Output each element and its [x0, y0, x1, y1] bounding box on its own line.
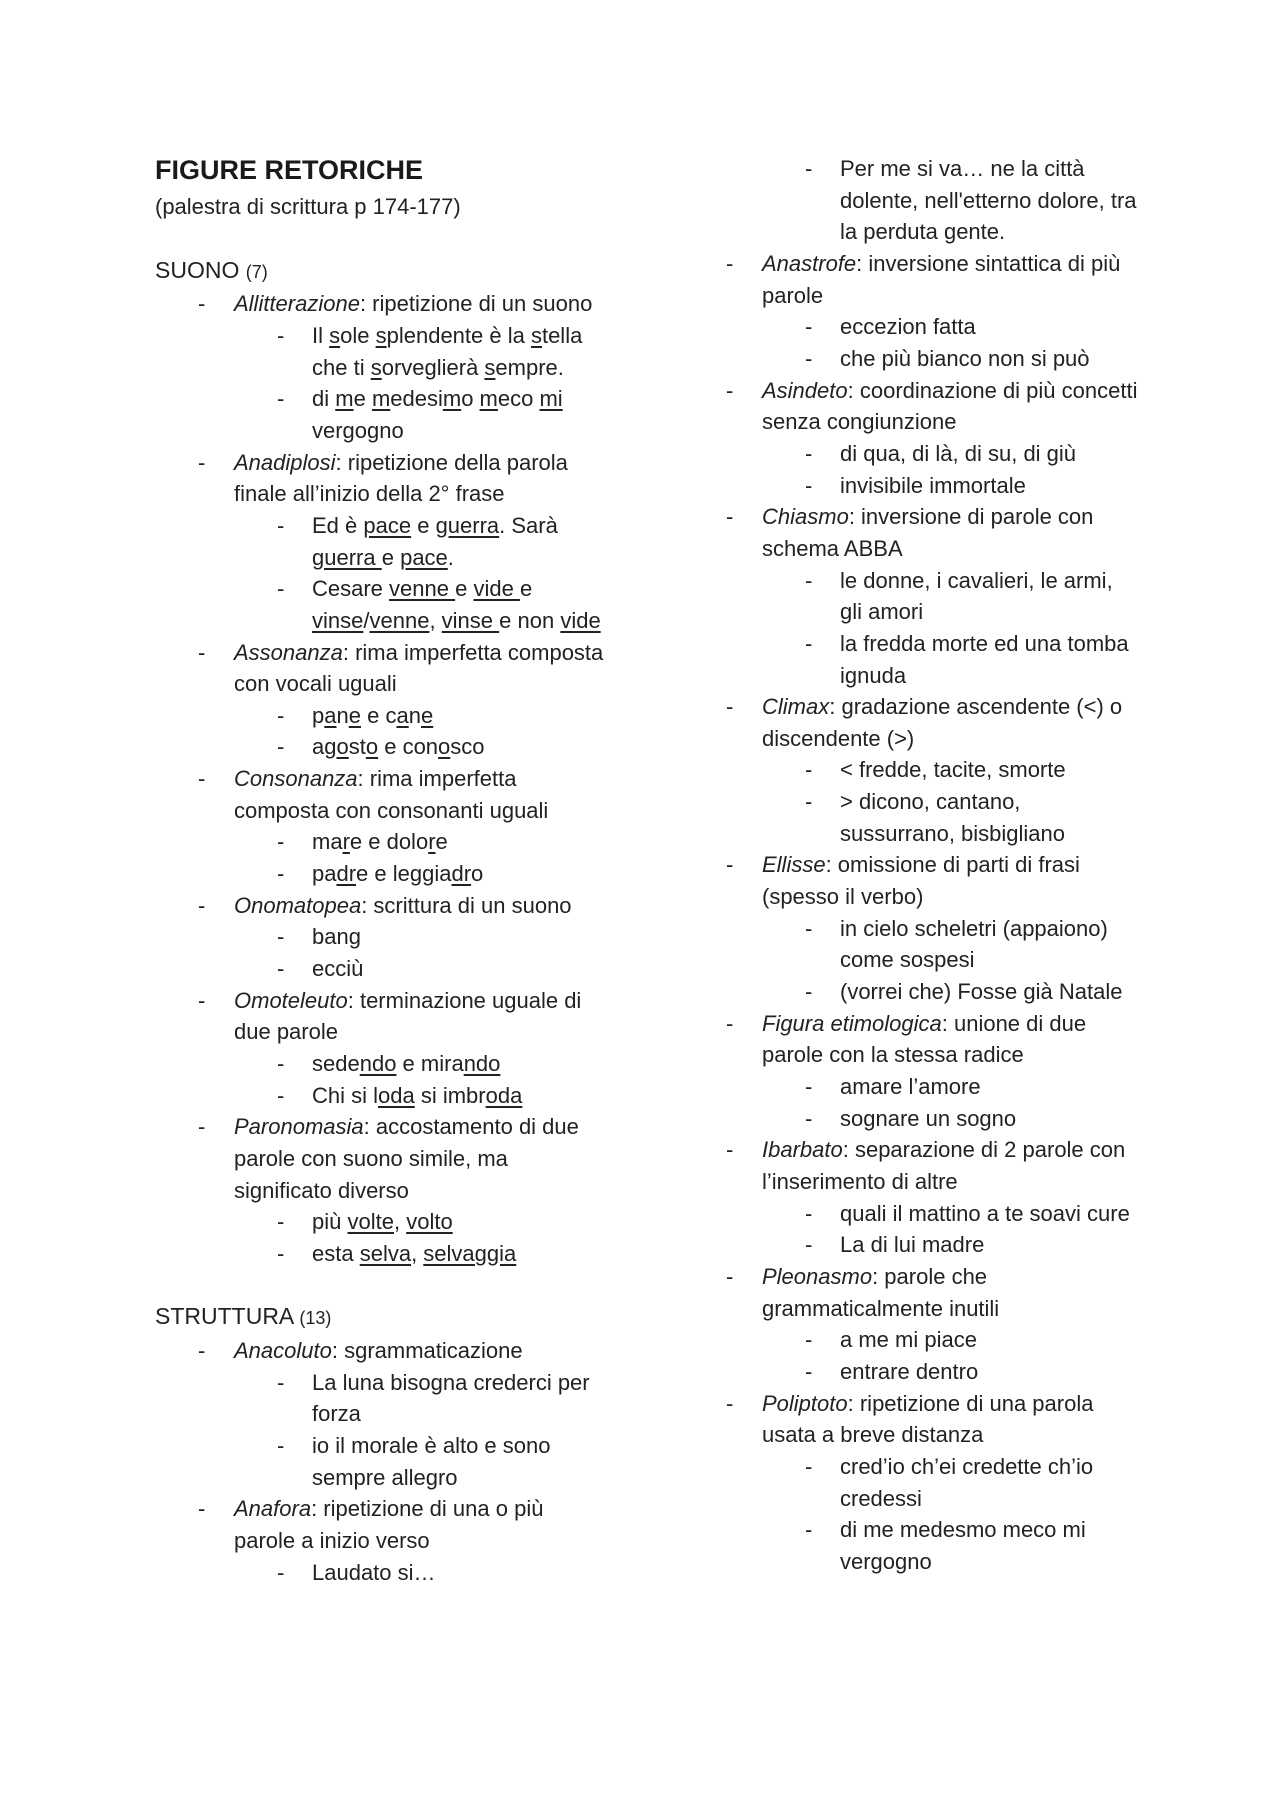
figure-definition: : ripetizione di un suono	[359, 291, 593, 317]
left-column	[155, 150, 610, 1588]
text-segment: e mira	[396, 1051, 464, 1077]
figure-term: Anadiplosi	[234, 449, 336, 475]
underlined-segment: o	[438, 734, 451, 760]
figure-term: Consonanza	[234, 766, 358, 792]
text-segment: si imbr	[414, 1082, 486, 1108]
example-item	[683, 786, 1138, 849]
underlined-segment: o	[336, 734, 349, 760]
dash-bullet: -	[277, 702, 285, 728]
dash-bullet: -	[198, 766, 206, 792]
dash-bullet: -	[198, 1496, 206, 1522]
example-item	[683, 628, 1138, 691]
dash-bullet: -	[726, 1010, 734, 1036]
figure-definition: : sgrammaticazione	[331, 1337, 523, 1363]
dash-bullet: -	[805, 1517, 813, 1543]
figure-item	[683, 501, 1138, 564]
dash-bullet: -	[805, 314, 813, 340]
figure-definition: : ripetizione della parola finale all’inizio della 2° frase	[234, 449, 568, 507]
underlined-segment: s	[375, 322, 387, 348]
text-segment: e	[455, 576, 474, 602]
dash-bullet: -	[726, 1263, 734, 1289]
text-segment: invisibile immortale	[840, 472, 1026, 498]
example-item	[683, 311, 1138, 343]
dash-bullet: -	[805, 757, 813, 783]
text-segment: . Sarà	[499, 512, 558, 538]
right-column	[683, 153, 1138, 1578]
example-item	[155, 1557, 610, 1589]
dash-bullet: -	[726, 694, 734, 720]
underlined-segment: vinse	[312, 607, 364, 633]
figure-item	[155, 1493, 610, 1556]
text-segment: ,	[411, 1240, 424, 1266]
figure-term: Anafora	[234, 1496, 312, 1522]
figure-item	[683, 248, 1138, 311]
text-segment: edesi	[390, 386, 443, 412]
figure-item	[683, 1134, 1138, 1197]
underlined-segment: oda	[485, 1082, 523, 1108]
figure-term: Ellisse	[762, 852, 826, 878]
figure-item	[683, 1008, 1138, 1071]
example-item	[155, 921, 610, 953]
example-item	[155, 953, 610, 985]
figure-item	[683, 1388, 1138, 1451]
example-item	[155, 1367, 610, 1430]
underlined-segment: pace	[363, 512, 412, 538]
text-segment: Per me si va… ne la città dolente, nell'etterno dolore, tra la perduta gente.	[840, 156, 1137, 245]
figure-item	[155, 447, 610, 510]
dash-bullet: -	[805, 979, 813, 1005]
underlined-segment: m	[442, 386, 462, 412]
dash-bullet: -	[805, 1453, 813, 1479]
section-count: (7)	[245, 261, 268, 282]
page-subtitle: (palestra di scrittura p 174-177)	[155, 194, 461, 219]
dash-bullet: -	[277, 1082, 285, 1108]
text-segment: ole	[340, 322, 376, 348]
underlined-segment: guerra	[435, 512, 500, 538]
dash-bullet: -	[277, 512, 285, 538]
text-segment: Chi si l	[312, 1082, 379, 1108]
underlined-segment: e	[420, 702, 434, 728]
example-item	[155, 1048, 610, 1080]
dash-bullet: -	[726, 1390, 734, 1416]
dash-bullet: -	[198, 1337, 206, 1363]
dash-bullet: -	[805, 789, 813, 815]
example-item	[683, 1071, 1138, 1103]
figure-definition: : gradazione ascendente (<) o discendente (>)	[762, 694, 1123, 751]
text-segment: la fredda morte ed una tomba ignuda	[840, 630, 1129, 688]
text-segment: ,	[429, 607, 442, 633]
dash-bullet: -	[805, 440, 813, 466]
dash-bullet: -	[805, 630, 813, 656]
text-segment: e c	[361, 702, 397, 728]
text-segment: eco	[497, 386, 540, 412]
dash-bullet: -	[277, 576, 285, 602]
example-item	[155, 573, 610, 636]
text-segment: ,	[393, 1209, 407, 1235]
example-item	[683, 1356, 1138, 1388]
example-item	[155, 1206, 610, 1238]
text-segment: di qua, di là, di su, di giù	[840, 440, 1077, 466]
underlined-segment: m	[335, 386, 354, 412]
underlined-segment: guerra	[312, 544, 382, 570]
figure-term: Asindeto	[762, 377, 848, 403]
figure-item	[155, 763, 610, 826]
dash-bullet: -	[198, 892, 206, 918]
figure-term: Omoteleuto	[234, 987, 348, 1013]
text-segment: La luna bisogna crederci per forza	[312, 1369, 590, 1427]
underlined-segment: s	[484, 354, 496, 380]
text-segment: p	[312, 702, 325, 728]
dash-bullet: -	[805, 915, 813, 941]
underlined-segment: r	[342, 829, 350, 855]
text-segment: le donne, i cavalieri, le armi, gli amori	[840, 567, 1113, 625]
figure-term: Figura etimologica	[762, 1010, 942, 1036]
underlined-segment: venne	[389, 576, 456, 602]
example-item	[683, 153, 1138, 248]
dash-bullet: -	[726, 852, 734, 878]
example-item	[683, 1198, 1138, 1230]
figure-definition: : inversione di parole con schema ABBA	[762, 504, 1094, 561]
figure-definition: : ripetizione di una o più parole a inizio verso	[234, 1496, 544, 1553]
underlined-segment: m	[371, 386, 391, 412]
dash-bullet: -	[805, 156, 813, 181]
example-item	[683, 438, 1138, 470]
dash-bullet: -	[805, 1327, 813, 1353]
example-item	[683, 976, 1138, 1008]
underlined-segment: s	[370, 354, 382, 380]
text-segment: empre.	[495, 354, 564, 380]
text-segment: e con	[378, 734, 439, 760]
figure-definition: : ripetizione di una parola usata a breve distanza	[762, 1390, 1094, 1448]
dash-bullet: -	[277, 1240, 285, 1266]
text-segment: n	[408, 702, 421, 728]
example-item	[683, 754, 1138, 786]
text-segment: plendente è la	[386, 322, 531, 348]
text-segment: e	[519, 576, 533, 602]
dash-bullet: -	[726, 250, 734, 276]
figure-term: Allitterazione	[234, 291, 360, 317]
underlined-segment: e	[348, 702, 361, 728]
underlined-segment: ndo	[463, 1051, 501, 1077]
figure-term: Ibarbato	[762, 1137, 843, 1163]
text-segment: n	[336, 702, 349, 728]
example-item	[683, 1514, 1138, 1577]
text-segment: .	[447, 544, 454, 570]
figure-definition: : scrittura di un suono	[361, 892, 572, 918]
text-segment: amare l’amore	[840, 1074, 981, 1100]
text-segment: e	[381, 544, 401, 570]
underlined-segment: s	[329, 322, 341, 348]
text-segment: e	[353, 386, 372, 412]
dash-bullet: -	[805, 1358, 813, 1384]
underlined-segment: pace	[400, 544, 448, 570]
underlined-segment: selva	[359, 1240, 412, 1266]
example-item	[155, 700, 610, 732]
figure-definition: : coordinazione di più concetti senza congiunzione	[762, 377, 1138, 435]
figure-definition: : terminazione uguale di due parole	[234, 987, 582, 1045]
text-segment: orveglierà	[381, 354, 485, 380]
example-item	[683, 1324, 1138, 1356]
example-item	[155, 1238, 610, 1270]
text-segment: di	[312, 386, 336, 412]
text-segment: di me medesmo meco mi vergogno	[840, 1517, 1086, 1574]
underlined-segment: a	[324, 702, 337, 728]
text-segment: > dicono, cantano, sussurrano, bisbigliano	[840, 789, 1066, 846]
example-item	[683, 343, 1138, 375]
underlined-segment: s	[530, 322, 542, 348]
figure-definition: : accostamento di due parole con suono simile, ma significato diverso	[234, 1114, 579, 1203]
figure-definition: : omissione di parti di frasi (spesso il verbo)	[762, 852, 1080, 910]
dash-bullet: -	[198, 449, 206, 475]
underlined-segment: volte	[347, 1209, 394, 1235]
figure-term: Anastrofe	[762, 250, 857, 276]
text-segment: (vorrei che) Fosse già Natale	[840, 979, 1123, 1005]
example-item	[155, 510, 610, 573]
figure-term: Climax	[762, 694, 830, 720]
dash-bullet: -	[198, 987, 206, 1013]
underlined-segment: a	[396, 702, 409, 728]
example-item	[155, 826, 610, 858]
text-segment: Ed è	[312, 512, 364, 538]
text-segment: sede	[312, 1051, 360, 1077]
text-segment: e	[435, 829, 448, 855]
text-segment: vergogno	[312, 417, 404, 443]
dash-bullet: -	[277, 829, 285, 855]
underlined-segment: o	[365, 734, 379, 760]
text-segment: Laudato si…	[312, 1559, 436, 1585]
example-item	[155, 320, 610, 383]
example-item	[155, 731, 610, 763]
dash-bullet: -	[277, 1432, 285, 1458]
underlined-segment: vide	[473, 576, 520, 602]
underlined-segment: vinse	[441, 607, 500, 633]
dash-bullet: -	[726, 377, 734, 403]
text-segment: sco	[450, 734, 485, 760]
underlined-segment: m	[479, 386, 498, 412]
text-segment: pa	[312, 861, 337, 887]
dash-bullet: -	[277, 322, 285, 348]
underlined-segment: dr	[451, 861, 472, 887]
section-name: SUONO	[155, 256, 246, 283]
text-segment: Cesare	[312, 576, 390, 602]
figure-term: Pleonasmo	[762, 1263, 873, 1289]
dash-bullet: -	[198, 1114, 206, 1140]
example-item	[683, 913, 1138, 976]
figure-term: Chiasmo	[762, 504, 849, 530]
section-count: (13)	[299, 1308, 332, 1329]
figure-item	[155, 1111, 610, 1206]
figure-item	[155, 288, 610, 320]
text-segment: Il	[312, 322, 330, 348]
underlined-segment: mi	[539, 386, 563, 412]
dash-bullet: -	[277, 1051, 285, 1077]
example-item	[683, 1229, 1138, 1261]
section-name: STRUTTURA	[155, 1303, 300, 1330]
section-heading	[155, 1301, 610, 1335]
text-segment: < fredde, tacite, smorte	[840, 757, 1066, 783]
figure-item	[155, 1335, 610, 1367]
underlined-segment: volto	[406, 1209, 453, 1235]
text-segment: La di lui madre	[840, 1232, 985, 1258]
dash-bullet: -	[805, 1074, 813, 1100]
dash-bullet: -	[277, 924, 285, 950]
example-item	[683, 1451, 1138, 1514]
example-item	[155, 383, 610, 446]
figure-item	[155, 890, 610, 922]
figure-definition: : separazione di 2 parole con l’inserimento di altre	[762, 1137, 1126, 1194]
text-segment: esta	[312, 1240, 360, 1266]
figure-item	[683, 849, 1138, 912]
example-item	[155, 1080, 610, 1112]
dash-bullet: -	[805, 567, 813, 593]
figure-definition: : rima imperfetta composta con consonanti uguali	[234, 766, 549, 823]
text-segment: e e leggia	[356, 861, 452, 887]
dash-bullet: -	[805, 345, 813, 371]
text-segment: e e dolo	[349, 829, 429, 855]
example-item	[155, 1430, 610, 1493]
text-segment: io il morale è alto e sono sempre allegro	[312, 1432, 551, 1490]
underlined-segment: selvaggia	[423, 1240, 517, 1266]
example-item	[683, 1103, 1138, 1135]
figure-definition: : unione di due parole con la stessa radice	[762, 1010, 1087, 1068]
text-segment: in cielo scheletri (appaiono) come sospesi	[840, 915, 1108, 973]
text-segment: entrare dentro	[840, 1358, 979, 1384]
dash-bullet: -	[805, 472, 813, 498]
figure-term: Onomatopea	[234, 892, 362, 918]
dash-bullet: -	[277, 956, 285, 982]
dash-bullet: -	[198, 639, 206, 665]
dash-bullet: -	[277, 1209, 285, 1235]
dash-bullet: -	[805, 1105, 813, 1131]
underlined-segment: dr	[336, 861, 357, 887]
dash-bullet: -	[726, 504, 734, 530]
dash-bullet: -	[277, 1369, 285, 1395]
example-item	[683, 565, 1138, 628]
figure-term: Poliptoto	[762, 1390, 848, 1416]
text-segment: ag	[312, 734, 337, 760]
text-segment: bang	[312, 924, 361, 950]
underlined-segment: venne	[369, 607, 430, 633]
text-segment: più	[312, 1209, 348, 1235]
text-segment: e non	[499, 607, 561, 633]
underlined-segment: oda	[378, 1082, 415, 1108]
text-segment: e	[411, 512, 436, 538]
figure-definition: : inversione sintattica di più parole	[762, 250, 1121, 308]
text-segment: /	[363, 607, 370, 633]
dash-bullet: -	[726, 1137, 734, 1163]
spacer	[155, 223, 610, 255]
example-item	[683, 470, 1138, 502]
figure-item	[155, 637, 610, 700]
text-segment: a me mi piace	[840, 1327, 977, 1353]
figure-item	[683, 691, 1138, 754]
text-segment: tella che ti	[312, 322, 583, 380]
text-segment: ecciù	[312, 956, 364, 982]
underlined-segment: r	[428, 829, 436, 855]
text-segment: o	[471, 861, 484, 887]
dash-bullet: -	[277, 1559, 285, 1585]
text-segment: cred’io ch’ei credette ch’io credessi	[840, 1453, 1094, 1511]
text-segment: che più bianco non si può	[840, 345, 1090, 371]
figure-term: Anacoluto	[234, 1337, 332, 1363]
text-segment: st	[348, 734, 366, 760]
dash-bullet: -	[277, 386, 285, 412]
underlined-segment: ndo	[359, 1051, 397, 1077]
section-heading	[155, 255, 610, 289]
text-segment: eccezion fatta	[840, 314, 976, 340]
figure-term: Assonanza	[234, 639, 343, 665]
dash-bullet: -	[277, 734, 285, 760]
text-segment: sognare un sogno	[840, 1105, 1017, 1131]
figure-term: Paronomasia	[234, 1114, 364, 1140]
figure-definition: : parole che grammaticalmente inutili	[762, 1263, 1000, 1321]
figure-item	[683, 375, 1138, 438]
spacer	[155, 1270, 610, 1302]
figure-definition: : rima imperfetta composta con vocali uguali	[234, 639, 604, 697]
page-title: FIGURE RETORICHE	[155, 155, 424, 185]
dash-bullet: -	[805, 1232, 813, 1258]
text-segment: ma	[312, 829, 343, 855]
figure-item	[683, 1261, 1138, 1324]
text-segment: quali il mattino a te soavi cure	[840, 1200, 1130, 1226]
dash-bullet: -	[277, 861, 285, 887]
figure-item	[155, 985, 610, 1048]
text-segment: o	[461, 386, 480, 412]
underlined-segment: vide	[560, 607, 601, 633]
dash-bullet: -	[198, 291, 206, 317]
dash-bullet: -	[805, 1200, 813, 1226]
example-item	[155, 858, 610, 890]
